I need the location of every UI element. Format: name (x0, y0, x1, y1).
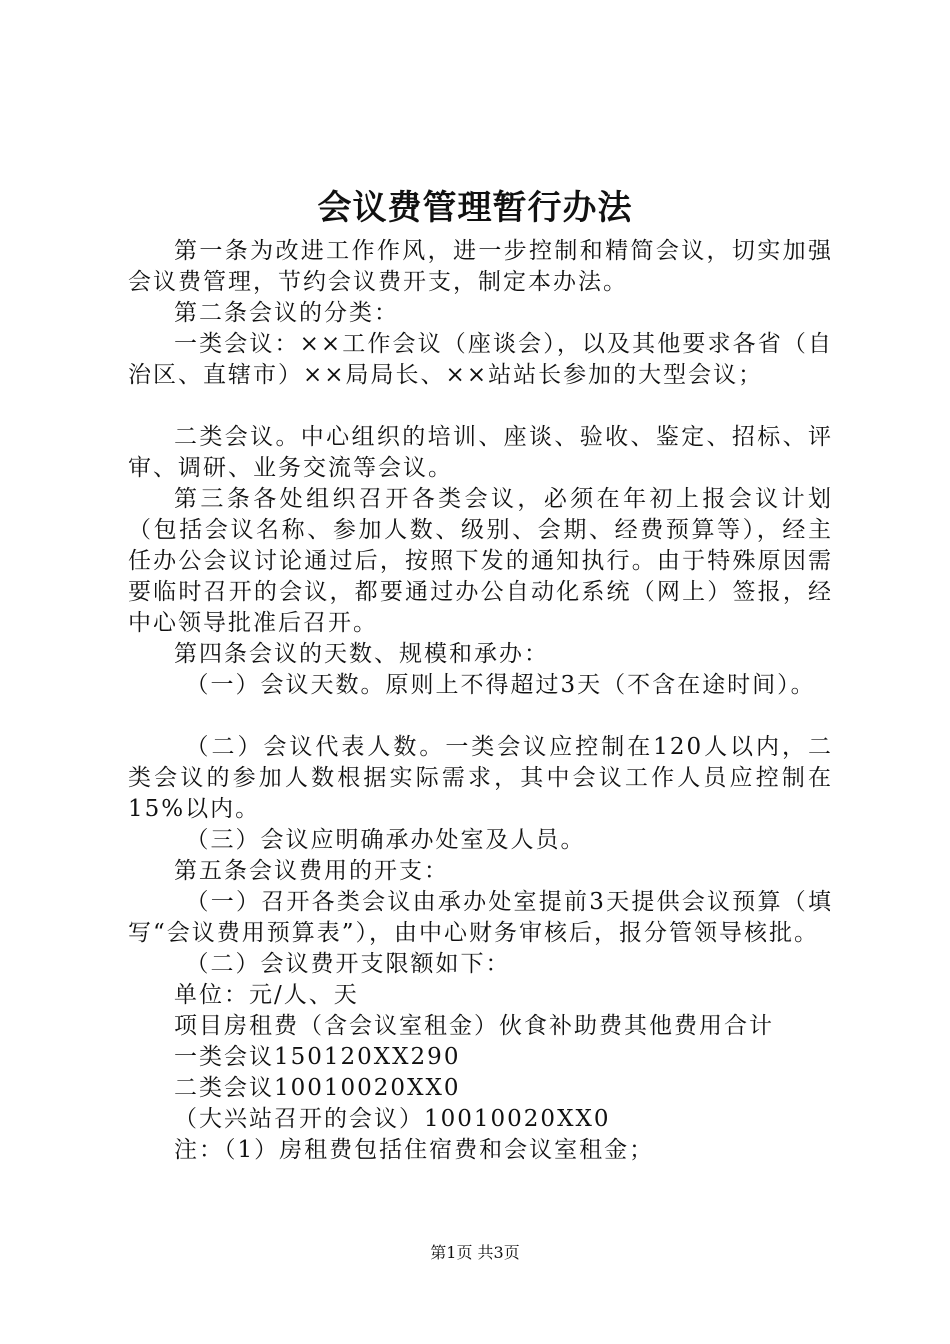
document-body (128, 236, 833, 1166)
paragraph-table-row-daxing: （大兴站召开的会议）10010020XX0 (174, 1106, 611, 1132)
paragraph-article-5: 第五条会议费用的开支： (174, 858, 449, 884)
paragraph-organizer: （三）会议应明确承办处室及人员。 (185, 827, 586, 853)
paragraph-meeting-days: （一）会议天数。原则上不得超过3天（不含在途时间）。 (185, 672, 816, 698)
paragraph-budget-submission: （一）召开各类会议由承办处室提前3天提供会议预算（填写“会议费用预算表”），由中心财务审核后，报分管领导核批。 (128, 889, 833, 946)
paragraph-article-1: 第一条为改进工作作风，进一步控制和精简会议，切实加强会议费管理，节约会议费开支，制定本办法。 (128, 238, 833, 295)
paragraph-class-1-meeting: 一类会议：××工作会议（座谈会），以及其他要求各省（自治区、直辖市）××局局长、××站站长参加的大型会议； (128, 331, 833, 388)
paragraph-article-2: 第二条会议的分类： (174, 300, 399, 326)
paragraph-table-header: 项目房租费（含会议室租金）伙食补助费其他费用合计 (174, 1013, 774, 1039)
paragraph-table-row-class-1: 一类会议150120XX290 (174, 1044, 461, 1070)
paragraph-unit: 单位：元/人、天 (174, 982, 359, 1008)
paragraph-expense-limit: （二）会议费开支限额如下： (185, 951, 511, 977)
paragraph-note-1: 注：（1）房租费包括住宿费和会议室租金； (174, 1137, 655, 1163)
paragraph-article-3: 第三条各处组织召开各类会议，必须在年初上报会议计划（包括会议名称、参加人数、级别、会期、经费预算等），经主任办公会议讨论通过后，按照下发的通知执行。由于特殊原因需要临时召开的会议，都要通过办公自动化系统（网上）签报，经中心领导批准后召开。 (128, 486, 833, 636)
page-number-footer: 第1页 共3页 (430, 1243, 520, 1262)
paragraph-attendee-count: （二）会议代表人数。一类会议应控制在120人以内，二类会议的参加人数根据实际需求，其中会议工作人员应控制在15%以内。 (128, 734, 833, 822)
paragraph-class-2-meeting: 二类会议。中心组织的培训、座谈、验收、鉴定、招标、评审、调研、业务交流等会议。 (128, 424, 833, 481)
paragraph-table-row-class-2: 二类会议10010020XX0 (174, 1075, 461, 1101)
paragraph-article-4: 第四条会议的天数、规模和承办： (174, 641, 549, 667)
document-title: 会议费管理暂行办法 (317, 188, 633, 228)
